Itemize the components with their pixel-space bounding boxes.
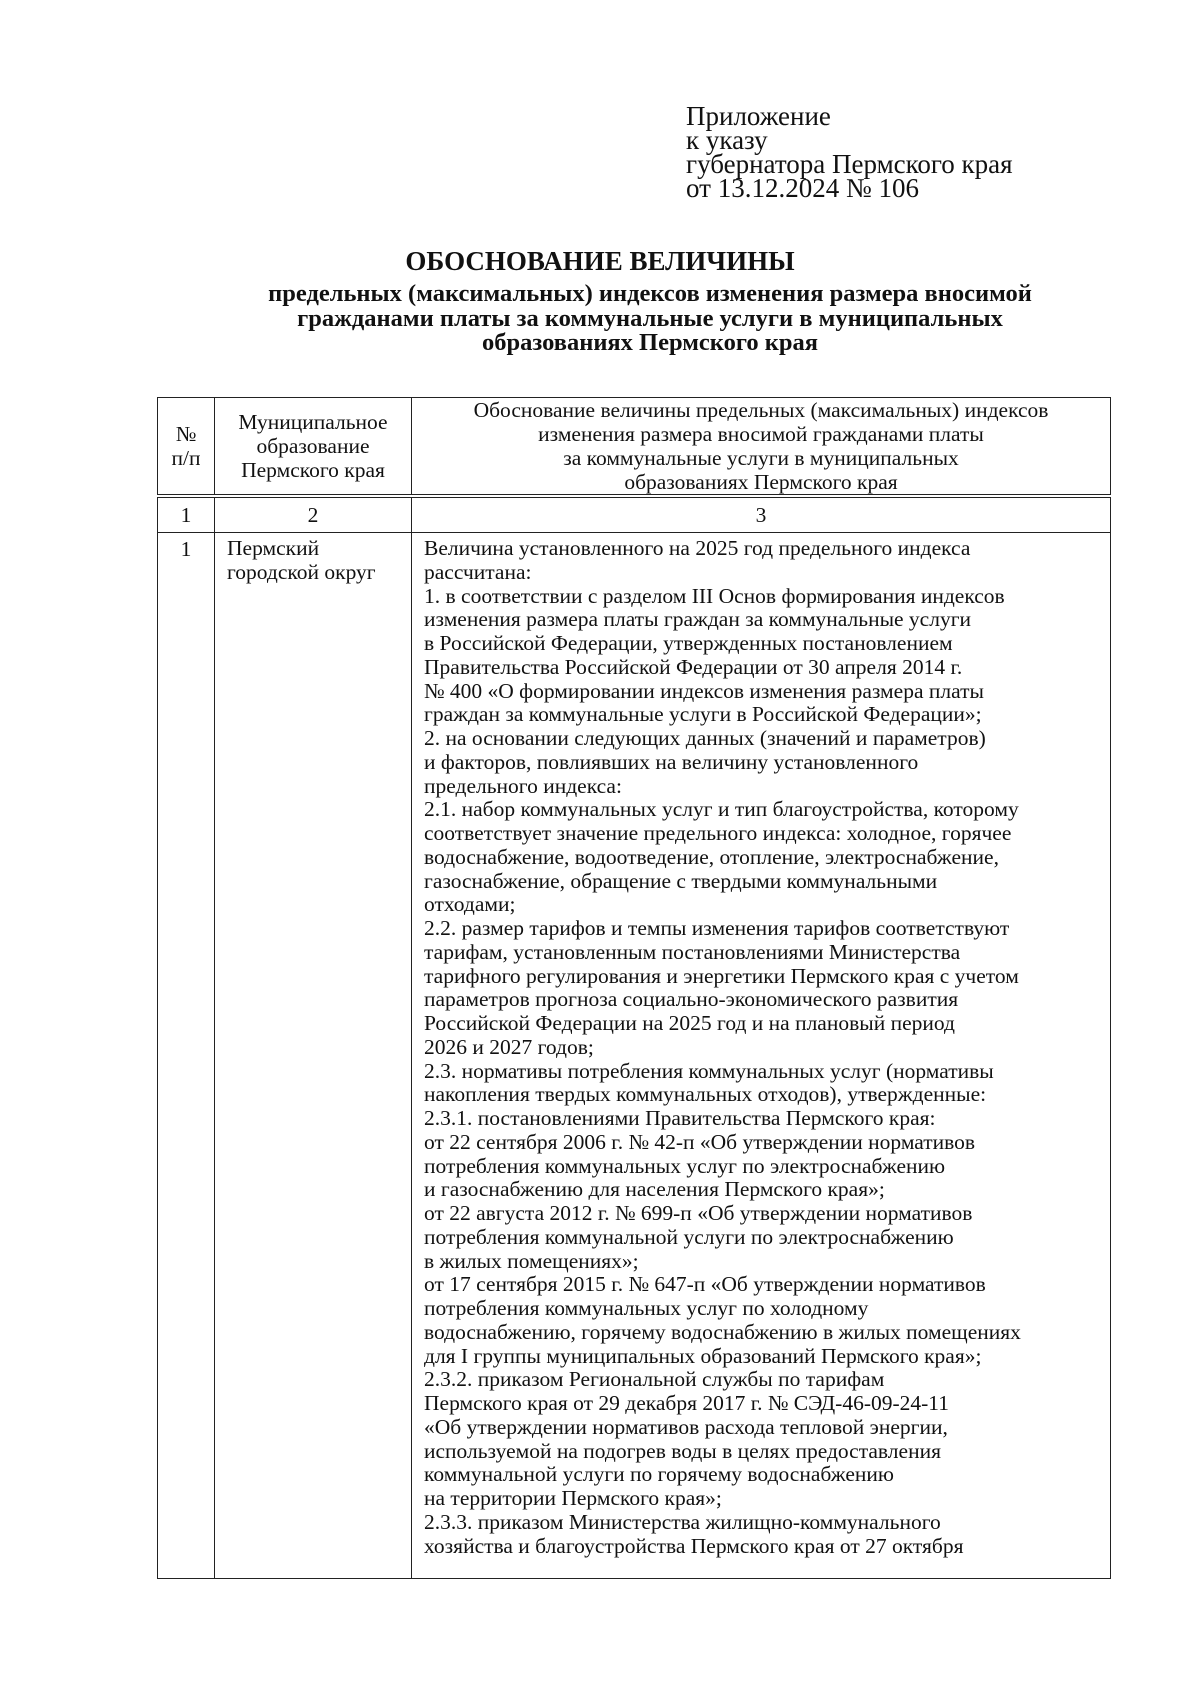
justification-text-line: тарифного регулирования и энергетики Пермского края с учетом	[424, 963, 1019, 988]
justification-text-line: 2026 и 2027 годов;	[424, 1034, 594, 1059]
justification-text-line: соответствует значение предельного индекса: холодное, горячее	[424, 821, 1012, 845]
justification-text-line: № 400 «О формировании индексов изменения размера платы	[424, 678, 984, 703]
justification-text-line: от 17 сентября 2015 г. № 647-п «Об утверждении нормативов	[424, 1272, 986, 1297]
justification-text-line: отходами;	[424, 892, 516, 917]
justification-text-line: потребления коммунальных услуг по холодному	[424, 1296, 869, 1320]
appendix-line: губернатора Пермского края	[686, 149, 1013, 179]
table-row	[158, 533, 1111, 1579]
column-number-cell: 3	[412, 496, 1111, 533]
header-cell-number: № п/п	[158, 398, 215, 497]
appendix-block	[686, 101, 1013, 203]
justification-text-line: в Российской Федерации, утвержденных постановлением	[424, 631, 953, 655]
justification-text-line: тарифам, установленным постановлениями Министерства	[424, 939, 961, 964]
justification-text-line: 2.3.2. приказом Региональной службы по тарифам	[424, 1367, 885, 1392]
document-title: ОБОСНОВАНИЕ ВЕЛИЧИНЫ	[405, 246, 795, 276]
justification-text-line: Российской Федерации на 2025 год и на плановый период	[424, 1011, 955, 1035]
justification-text-line: используемой на подогрев воды в целях предоставления	[424, 1438, 941, 1463]
justification-text-line: водоснабжение, водоотведение, отопление, электроснабжение,	[424, 844, 999, 869]
justification-text-line: 2.1. набор коммунальных услуг и тип благоустройства, которому	[424, 797, 1019, 822]
justification-text-line: коммунальной услуги по горячему водоснабжению	[424, 1462, 894, 1487]
justification-text-line: водоснабжению, горячему водоснабжению в жилых помещениях	[424, 1319, 1021, 1344]
justification-text-line: 2.2. размер тарифов и темпы изменения тарифов соответствуют	[424, 916, 1010, 940]
column-number-row	[158, 496, 1111, 533]
appendix-line: от 13.12.2024 № 106	[686, 173, 919, 203]
justification-text-line: 2.3.1. постановлениями Правительства Пермского края:	[424, 1106, 936, 1130]
justification-text-line: предельного индекса:	[424, 773, 622, 798]
justification-text-line: граждан за коммунальные услуги в Российской Федерации»;	[424, 702, 982, 727]
justification-text-line: газоснабжение, обращение с твердыми коммунальными	[424, 868, 938, 893]
justification-text-line: «Об утверждении нормативов расхода тепловой энергии,	[424, 1414, 948, 1439]
justification-text-line: Пермского края от 29 декабря 2017 г. № СЭД-46-09-24-11	[424, 1391, 950, 1415]
subtitle-line: образованиях Пермского края	[482, 329, 818, 356]
row-number-cell: 1	[158, 533, 215, 1579]
justification-text-line: 2.3.3. приказом Министерства жилищно-коммунального	[424, 1509, 941, 1534]
justification-text-line: 2.3. нормативы потребления коммунальных услуг (нормативы	[424, 1058, 994, 1083]
justification-text-line: параметров прогноза социально-экономического развития	[424, 987, 959, 1012]
justification-text-line: рассчитана:	[424, 559, 532, 584]
justification-text-line: Величина установленного на 2025 год предельного индекса	[424, 536, 971, 560]
subtitle-line: гражданами платы за коммунальные услуги в муниципальных	[297, 304, 1003, 332]
justification-text-line: потребления коммунальной услуги по электроснабжению	[424, 1224, 954, 1249]
appendix-line: к указу	[686, 125, 768, 155]
justification-table	[157, 397, 1111, 1579]
justification-text-line: 1. в соответствии с разделом III Основ формирования индексов	[424, 583, 1005, 608]
table-header-row	[158, 398, 1111, 497]
justification-text-line: накопления твердых коммунальных отходов), утвержденные:	[424, 1082, 987, 1107]
subtitle-line: предельных (максимальных) индексов изменения размера вносимой	[268, 280, 1032, 307]
justification-text-line: и факторов, повлиявших на величину установленного	[424, 749, 919, 774]
justification-text-line: для I группы муниципальных образований Пермского края»;	[424, 1343, 982, 1368]
justification-text-line: на территории Пермского края»;	[424, 1486, 722, 1510]
justification-text-line: в жилых помещениях»;	[424, 1248, 639, 1273]
appendix-line: Приложение	[686, 101, 831, 131]
column-number-cell: 2	[215, 496, 412, 533]
justification-text-line: Правительства Российской Федерации от 30 апреля 2014 г.	[424, 654, 963, 679]
justification-text-line: от 22 сентября 2006 г. № 42-п «Об утверждении нормативов	[424, 1129, 976, 1154]
justification-text-line: и газоснабжению для населения Пермского края»;	[424, 1177, 885, 1202]
justification-text-line: от 22 августа 2012 г. № 699-п «Об утверждении нормативов	[424, 1201, 973, 1225]
document-subtitle	[150, 282, 1150, 356]
justification-text-line: изменения размера платы граждан за коммунальные услуги	[424, 607, 972, 632]
column-number-cell: 1	[158, 496, 215, 533]
justification-text-line: потребления коммунальных услуг по электроснабжению	[424, 1153, 946, 1178]
justification-text-line: хозяйства и благоустройства Пермского края от 27 октября	[424, 1533, 964, 1558]
header-cell-municipality: Муниципальное образование Пермского края	[215, 398, 412, 497]
header-cell-justification: Обоснование величины предельных (максимальных) индексов изменения размера вносимой гражданами платы за коммунальные услуги в муниципальных образованиях Пермского края	[412, 398, 1111, 497]
justification-text-cell	[412, 533, 1111, 1579]
justification-text-line: 2. на основании следующих данных (значений и параметров)	[424, 726, 986, 750]
municipality-cell: Пермский городской округ	[215, 533, 412, 1579]
